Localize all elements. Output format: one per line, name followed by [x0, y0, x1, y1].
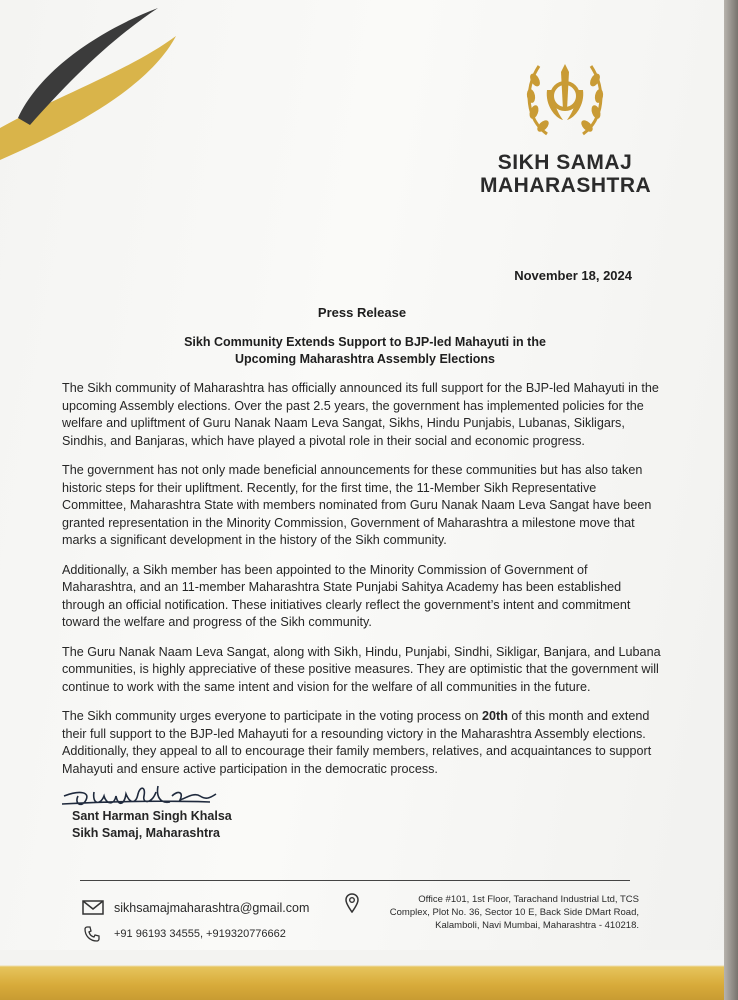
signatory-name: Sant Harman Singh Khalsa — [72, 809, 232, 823]
organization-name-line1: SIKH SAMAJ — [497, 151, 633, 174]
body-paragraph-2: The government has not only made beneficial announcements for these communities but has also taken historic steps for their upliftment. Recently, for the first time, the 11-Member Sikh Representative Committee, Maharashtra State with members nominated from Guru Nanak Naam Leva Sangat have been granted representation in the Minority Commission, Government of Maharashtra a milestone move that marks a significant development in the history of the Sikh community. — [62, 463, 652, 547]
phone-icon — [84, 926, 100, 942]
page-edge-shadow — [724, 0, 738, 1000]
signatory-block — [72, 808, 232, 842]
envelope-icon — [82, 900, 104, 915]
footer-divider — [80, 880, 630, 881]
footer-address-text — [369, 893, 639, 932]
signatory-organization: Sikh Samaj, Maharashtra — [72, 826, 220, 840]
headline-line-2: Upcoming Maharashtra Assembly Elections — [234, 352, 496, 366]
body-paragraph-1: The Sikh community of Maharashtra has officially announced its full support for the BJP-led Mahayuti in the upcoming Assembly elections. Over the past 2.5 years, the government has implemented policies for the welfare and upliftment of Guru Nanak Naam Leva Sangat, Sikhs, Hindu Punjabis, Lubanas, Sikligars, Sindhis, and Banjaras, which have played a pivotal role in their social and economic progress. — [62, 381, 659, 448]
footer-address — [345, 893, 639, 932]
address-line-1: Office #101, 1st Floor, Tarachand Industrial Ltd, TCS — [418, 894, 639, 905]
press-release-label: Press Release — [317, 305, 407, 320]
voting-date-emphasis: 20th — [482, 709, 508, 723]
headline-line-1: Sikh Community Extends Support to BJP-led Mahayuti in the — [184, 335, 546, 349]
press-release-headline — [150, 334, 580, 368]
organization-name-line2: MAHARASHTRA — [480, 174, 652, 197]
footer-email — [82, 900, 309, 915]
body-paragraph-4: The Guru Nanak Naam Leva Sangat, along with Sikh, Hindu, Punjabi, Sindhi, Sikligar, Banjara, and Lubana communities, is highly appreciative of these positive measures. They are optimistic that the government will continue to work with the same intent and vision for the welfare of all communities in the future. — [62, 644, 661, 694]
location-pin-icon — [345, 893, 359, 913]
paragraph-5-end: of this month and extend their full support to the BJP-led Mahayuti for a resounding victory in the Maharashtra Assembly elections. Additionally, they appeal to all to encourage their family members, relatives, and acquaintances to support Mahayuti and ensure active participation in the democratic process. — [62, 709, 652, 776]
letter-date: November 18, 2024 — [514, 268, 632, 283]
body-paragraph-5 — [62, 708, 664, 778]
khanda-wreath-icon — [517, 50, 613, 146]
footer-gold-band — [0, 950, 724, 1000]
address-line-3: Kalamboli, Navi Mumbai, Maharashtra - 410218. — [435, 920, 639, 931]
letter-body — [62, 380, 664, 790]
footer-email-text[interactable]: sikhsamajmaharashtra@gmail.com — [114, 900, 310, 915]
organization-logo — [480, 50, 650, 198]
footer-phone-text[interactable]: +91 96193 34555, +919320776662 — [114, 928, 286, 940]
paragraph-5-start: The Sikh community urges everyone to participate in the voting process on — [62, 709, 483, 723]
letterhead-swoosh-graphic — [0, 0, 200, 170]
body-paragraph-3: Additionally, a Sikh member has been appointed to the Minority Commission of Government of Maharashtra, and an 11-member Maharashtra State Punjabi Sahitya Academy has been established through an official notification. These initiatives clearly reflect the government’s intent and commitment toward the welfare and progress of the Sikh community. — [62, 562, 631, 629]
footer-phone — [84, 926, 286, 942]
address-line-2: Complex, Plot No. 36, Sector 10 E, Back Side DMart Road, — [389, 907, 639, 918]
